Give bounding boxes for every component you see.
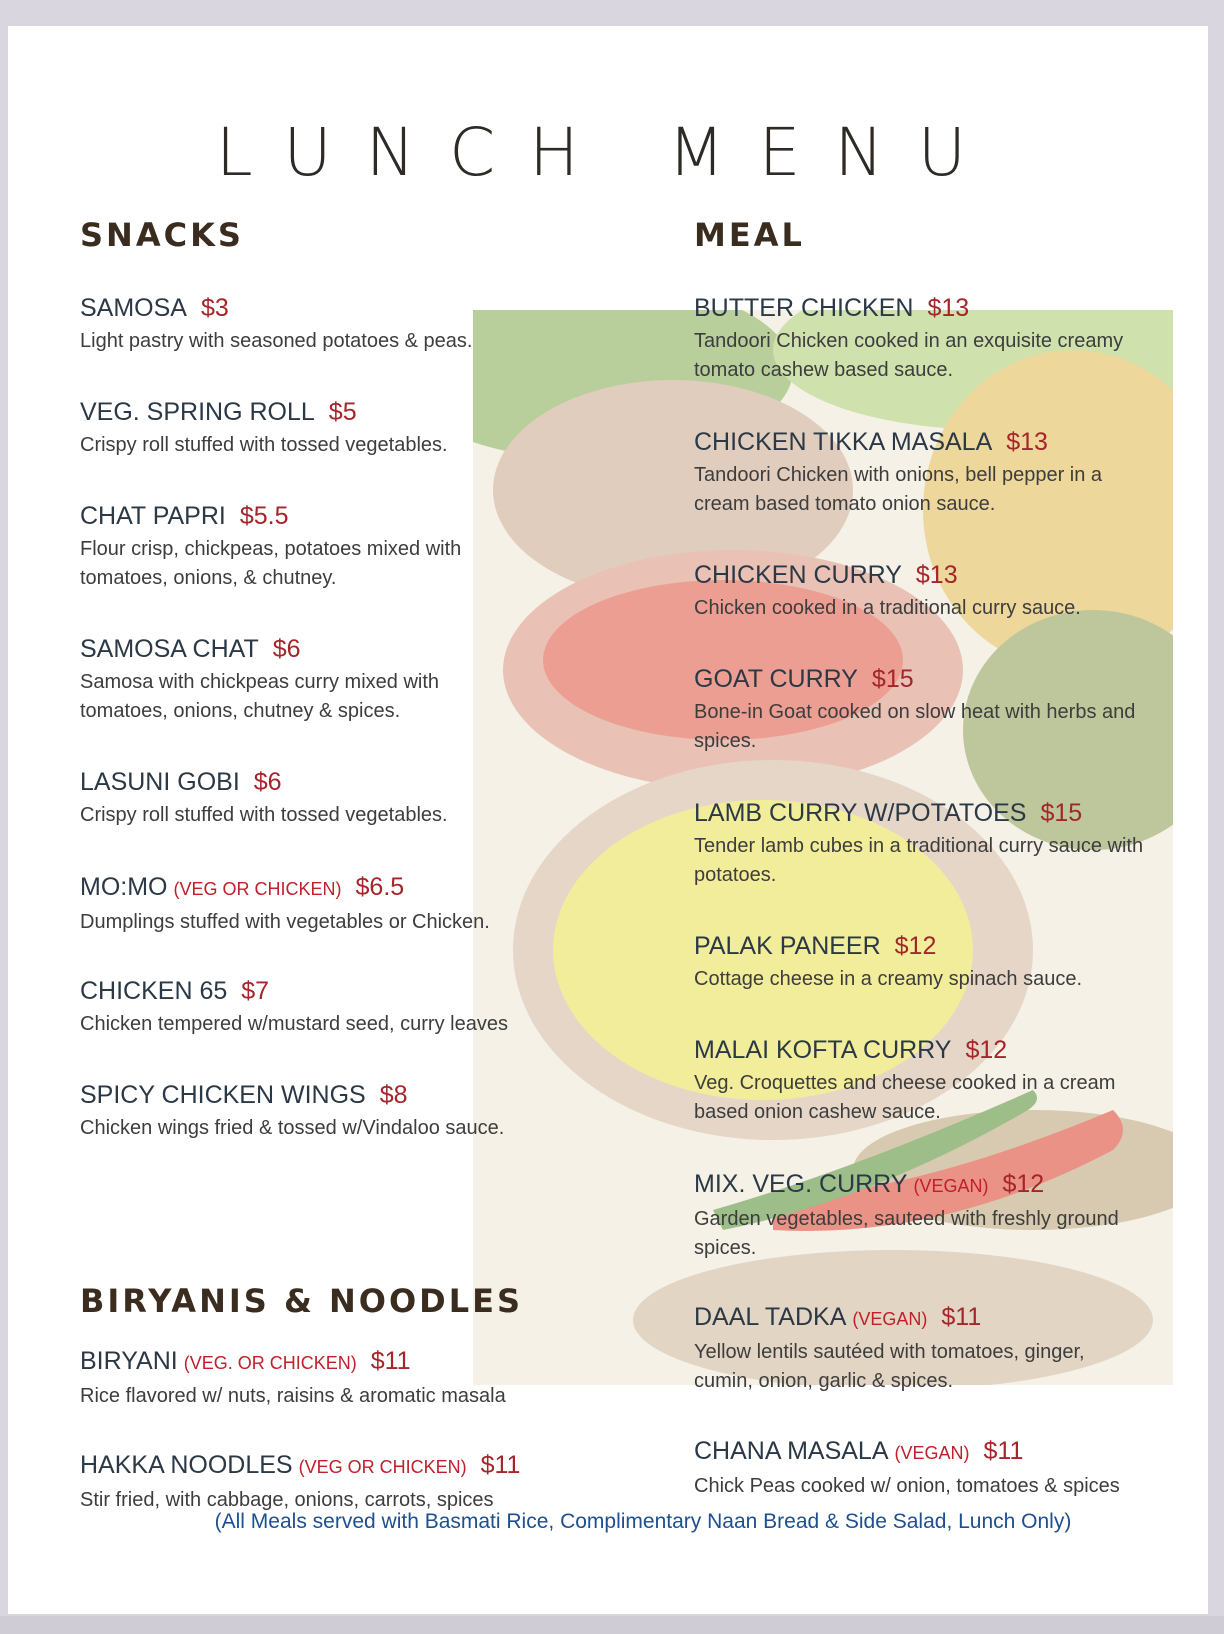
- item-name: CHICKEN 65: [80, 977, 228, 1005]
- item-description: Yellow lentils sautéed with tomatoes, ginger, cumin, onion, garlic & spices.: [694, 1341, 1085, 1392]
- item-price: $11: [983, 1437, 1024, 1465]
- item-price: $11: [370, 1347, 411, 1375]
- item-name: CHICKEN CURRY: [694, 561, 902, 589]
- item-description: Flour crisp, chickpeas, potatoes mixed with tomatoes, onions, & chutney.: [80, 538, 462, 589]
- item-tag: (VEGAN): [894, 1443, 970, 1463]
- list-item: [80, 633, 490, 726]
- item-name: VEG. SPRING ROLL: [80, 398, 315, 426]
- item-description: Rice flavored w/ nuts, raisins & aromatic masala: [80, 1385, 506, 1407]
- list-item: [80, 766, 640, 830]
- item-description: Tandoori Chicken cooked in an exquisite creamy tomato cashew based sauce.: [694, 330, 1124, 381]
- item-tag: (VEG OR CHICKEN): [173, 879, 342, 899]
- item-price: $13: [1006, 428, 1048, 456]
- item-price: $12: [894, 932, 937, 960]
- item-description: Chicken wings fried & tossed w/Vindaloo sauce.: [80, 1117, 505, 1139]
- list-item: [694, 1168, 1164, 1263]
- list-item: [80, 292, 640, 356]
- page-title: LUNCH MENU: [215, 114, 1001, 191]
- item-tag: (VEG OR CHICKEN): [298, 1457, 467, 1477]
- item-description: Cottage cheese in a creamy spinach sauce.: [694, 968, 1082, 990]
- item-description: Samosa with chickpeas curry mixed with tomatoes, onions, chutney & spices.: [80, 671, 440, 722]
- list-item: [694, 1301, 1144, 1396]
- item-name: MIX. VEG. CURRY: [694, 1170, 908, 1198]
- item-description: Chicken cooked in a traditional curry sauce.: [694, 597, 1081, 619]
- item-description: Light pastry with seasoned potatoes & peas.: [80, 330, 473, 352]
- item-description: Garden vegetables, sauteed with freshly ground spices.: [694, 1208, 1119, 1259]
- item-description: Crispy roll stuffed with tossed vegetables.: [80, 804, 448, 826]
- item-description: Tender lamb cubes in a traditional curry sauce with potatoes.: [694, 835, 1144, 886]
- item-tag: (VEGAN): [913, 1176, 989, 1196]
- item-name: BUTTER CHICKEN: [694, 294, 914, 322]
- list-item: [80, 1449, 640, 1515]
- item-price: $15: [871, 665, 914, 693]
- item-price: $5.5: [239, 502, 289, 530]
- menu-page: [8, 26, 1208, 1614]
- list-item: [694, 1034, 1164, 1127]
- item-price: $6: [253, 768, 282, 796]
- item-name: LAMB CURRY W/POTATOES: [694, 799, 1027, 827]
- item-name: LASUNI GOBI: [80, 768, 240, 796]
- item-name: PALAK PANEER: [694, 932, 881, 960]
- list-item: [694, 292, 1164, 385]
- item-price: $12: [965, 1036, 1008, 1064]
- item-price: $3: [200, 294, 229, 322]
- item-name: BIRYANI: [80, 1347, 178, 1375]
- list-item: [80, 1079, 640, 1143]
- snacks-heading: SNACKS: [80, 216, 244, 254]
- item-name: SAMOSA: [80, 294, 187, 322]
- footer-note: (All Meals served with Basmati Rice, Complimentary Naan Bread & Side Salad, Lunch Only): [214, 1510, 1072, 1533]
- item-description: Chick Peas cooked w/ onion, tomatoes & spices: [694, 1475, 1120, 1497]
- item-name: CHAT PAPRI: [80, 502, 226, 530]
- item-name: MO:MO: [80, 873, 168, 901]
- item-name: DAAL TADKA: [694, 1303, 847, 1331]
- item-name: CHICKEN TIKKA MASALA: [694, 428, 993, 456]
- list-item: [694, 930, 1164, 994]
- item-price: $15: [1040, 799, 1083, 827]
- item-price: $5: [328, 398, 357, 426]
- bottom-border: [0, 1616, 1224, 1634]
- item-name: MALAI KOFTA CURRY: [694, 1036, 952, 1064]
- list-item: [694, 797, 1154, 890]
- list-item: [694, 1435, 1174, 1501]
- list-item: [694, 663, 1144, 756]
- item-description: Crispy roll stuffed with tossed vegetables.: [80, 434, 448, 456]
- item-name: HAKKA NOODLES: [80, 1451, 293, 1479]
- list-item: [80, 1345, 640, 1411]
- list-item: [694, 559, 1164, 623]
- item-price: $6.5: [355, 873, 405, 901]
- item-price: $6: [272, 635, 301, 663]
- item-description: Tandoori Chicken with onions, bell pepper in a cream based tomato onion sauce.: [694, 464, 1103, 515]
- item-description: Dumplings stuffed with vegetables or Chicken.: [80, 911, 490, 933]
- list-item: [694, 426, 1144, 519]
- list-item: [80, 975, 640, 1039]
- item-description: Veg. Croquettes and cheese cooked in a cream based onion cashew sauce.: [694, 1072, 1116, 1123]
- item-price: $7: [241, 977, 270, 1005]
- item-tag: (VEG. OR CHICKEN): [183, 1353, 357, 1373]
- item-price: $11: [480, 1451, 521, 1479]
- item-description: Stir fried, with cabbage, onions, carrots, spices: [80, 1489, 494, 1511]
- biryanis-heading: BIRYANIS & NOODLES: [80, 1282, 524, 1320]
- item-tag: (VEGAN): [852, 1309, 928, 1329]
- item-description: Chicken tempered w/mustard seed, curry leaves: [80, 1013, 508, 1035]
- item-name: GOAT CURRY: [694, 665, 858, 693]
- item-price: $11: [941, 1303, 982, 1331]
- item-name: SPICY CHICKEN WINGS: [80, 1081, 366, 1109]
- item-description: Bone-in Goat cooked on slow heat with herbs and spices.: [694, 701, 1136, 752]
- item-price: $8: [379, 1081, 408, 1109]
- meal-heading: MEAL: [694, 216, 805, 254]
- item-name: CHANA MASALA: [694, 1437, 889, 1465]
- list-item: [80, 871, 640, 937]
- list-item: [80, 396, 640, 460]
- item-price: $13: [927, 294, 970, 322]
- item-price: $13: [915, 561, 958, 589]
- list-item: [80, 500, 510, 593]
- item-price: $12: [1002, 1170, 1045, 1198]
- item-name: SAMOSA CHAT: [80, 635, 259, 663]
